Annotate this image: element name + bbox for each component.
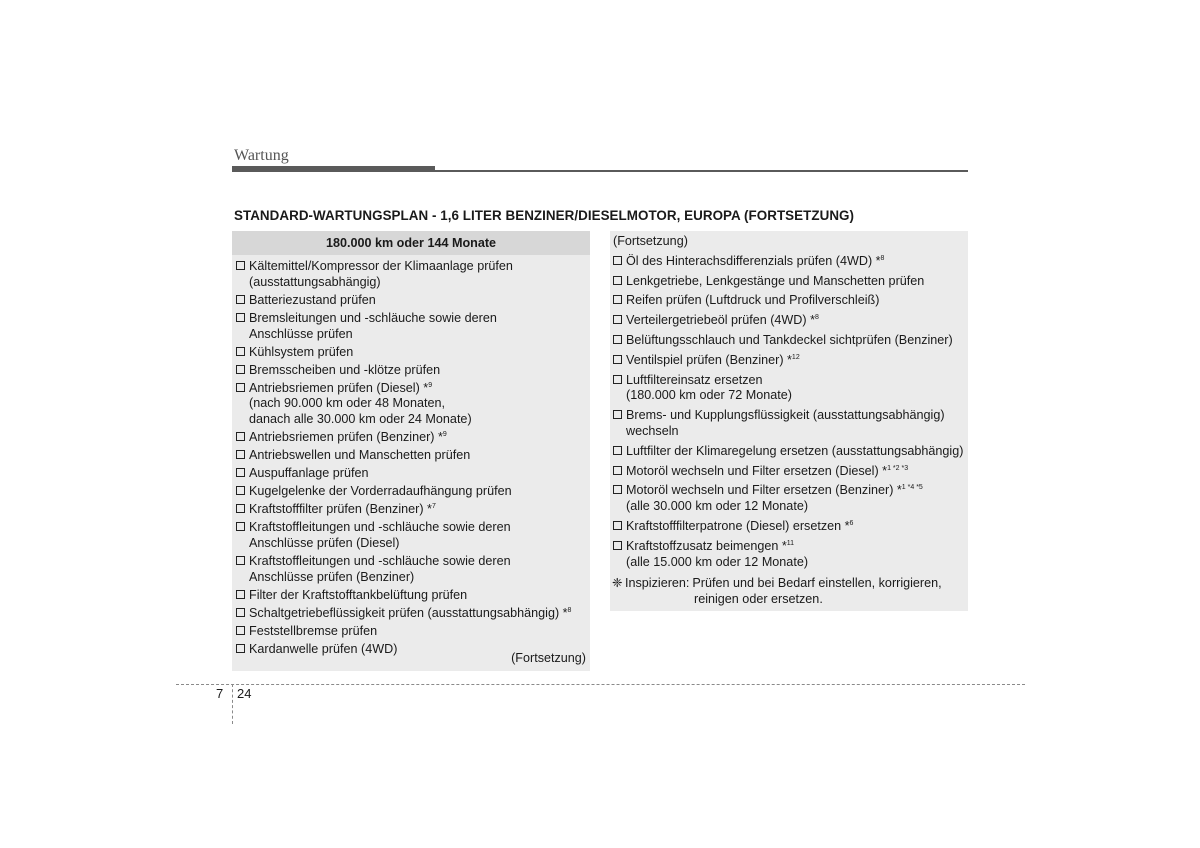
checklist-item (236, 345, 586, 361)
item-text: Kraftstofffilter prüfen (Benziner) * (249, 502, 432, 517)
chapter-number: 7 (216, 686, 224, 701)
footnote-ref: 8 (815, 314, 819, 322)
checkbox-icon (236, 261, 245, 270)
item-text: Antriebsriemen prüfen (Benziner) * (249, 430, 443, 445)
item-interval: (nach 90.000 km oder 48 Monaten, danach alle 30.000 km oder 24 Monate) (249, 396, 472, 427)
footnote-ref: 8 (880, 254, 885, 262)
checklist-item (236, 484, 586, 500)
header-rule (435, 170, 968, 172)
item-text: Motoröl wechseln und Filter ersetzen (Benziner) * (626, 483, 902, 498)
checklist-item (613, 408, 964, 440)
item-text: Luftfiltereinsatz ersetzen (180.000 km oder 72 Monate) (626, 372, 792, 403)
footer-divider (176, 684, 1025, 685)
checkbox-icon (236, 432, 245, 441)
checklist-item (236, 293, 586, 309)
left-column (232, 231, 590, 671)
item-text: Schaltgetriebeflüssigkeit prüfen (ausstattungsabhängig) * (249, 605, 568, 620)
checkbox-icon (613, 315, 622, 324)
checkbox-icon (613, 335, 622, 344)
checklist-item (236, 520, 586, 552)
continuation-label: (Fortsetzung) (613, 234, 688, 248)
item-text: Luftfilter der Klimaregelung ersetzen (ausstattungsabhängig) (626, 443, 964, 458)
footnote-ref: 1 *2 *3 (887, 464, 909, 472)
checkbox-icon (236, 365, 245, 374)
checklist-item (236, 381, 586, 428)
checkbox-icon (613, 375, 622, 384)
item-text: Verteilergetriebeöl prüfen (4WD) * (626, 313, 815, 328)
checklist-item (236, 554, 586, 586)
checklist-item (613, 293, 964, 309)
item-text: Antriebsriemen prüfen (Diesel) * (249, 380, 429, 395)
checkbox-icon (236, 347, 245, 356)
checklist-item (613, 353, 964, 369)
item-text: Brems- und Kupplungsflüssigkeit (ausstattungsabhängig) wechseln (626, 408, 945, 438)
left-item-list (232, 255, 590, 657)
checkbox-icon (236, 556, 245, 565)
item-text: Motoröl wechseln und Filter ersetzen (Diesel) * (626, 463, 888, 478)
item-text: Lenkgetriebe, Lenkgestänge und Manschetten prüfen (626, 273, 925, 288)
checklist-item (236, 363, 586, 379)
checkbox-icon (236, 383, 245, 392)
continuation-label: (Fortsetzung) (511, 651, 586, 665)
checkbox-icon (613, 521, 622, 530)
checklist-item (236, 430, 586, 446)
checkbox-icon (236, 608, 245, 617)
checklist-item (236, 259, 586, 291)
checkbox-icon (613, 410, 622, 419)
checkbox-icon (236, 522, 245, 531)
item-text: Kraftstoffleitungen und -schläuche sowie deren Anschlüsse prüfen (Diesel) (249, 520, 511, 550)
checklist-item (236, 502, 586, 518)
note-symbol-icon: ❈ (612, 576, 623, 590)
item-text: Batteriezustand prüfen (249, 292, 376, 307)
page-heading: STANDARD-WARTUNGSPLAN - 1,6 LITER BENZINER/DIESELMOTOR, EUROPA (FORTSETZUNG) (234, 208, 855, 223)
item-text: Kraftstoffleitungen und -schläuche sowie deren Anschlüsse prüfen (Benziner) (249, 553, 511, 584)
checkbox-icon (236, 590, 245, 599)
item-text: Kugelgelenke der Vorderradaufhängung prüfen (249, 484, 512, 499)
item-text: Reifen prüfen (Luftdruck und Profilverschleiß) (626, 293, 880, 308)
checkbox-icon (613, 295, 622, 304)
item-text: Auspuffanlage prüfen (249, 466, 369, 481)
checklist-item (236, 588, 586, 604)
checkbox-icon (613, 541, 622, 550)
note-text: Prüfen und bei Bedarf einstellen, korrigieren, (692, 576, 942, 590)
right-item-list (610, 254, 968, 571)
checklist-item (613, 274, 964, 290)
item-text: Bremsscheiben und -klötze prüfen (249, 362, 441, 377)
header-rule-accent (232, 166, 435, 172)
footnote-ref: 7 (431, 503, 436, 511)
footnote-ref: 8 (567, 606, 572, 614)
checkbox-icon (236, 486, 245, 495)
checkbox-icon (236, 504, 245, 513)
item-interval: (alle 30.000 km oder 12 Monate) (626, 499, 809, 514)
inspection-note (612, 575, 966, 607)
checkbox-icon (613, 276, 622, 285)
checklist-item (613, 444, 964, 460)
item-text: Feststellbremse prüfen (249, 623, 378, 638)
right-column (610, 231, 968, 611)
footnote-ref: 12 (791, 353, 800, 361)
checklist-item (236, 466, 586, 482)
item-interval: (alle 15.000 km oder 12 Monate) (626, 554, 809, 569)
checklist-item (613, 464, 964, 480)
checklist-item (613, 373, 964, 405)
footnote-ref: 9 (442, 431, 447, 439)
note-text-continued: reinigen oder ersetzen. (694, 592, 823, 606)
footnote-ref: 9 (428, 381, 433, 389)
page-number-divider (232, 684, 233, 724)
footnote-ref: 11 (786, 539, 795, 547)
footnote-ref: 6 (849, 519, 854, 527)
checklist-item (613, 313, 964, 329)
item-text: Antriebswellen und Manschetten prüfen (249, 448, 471, 463)
checkbox-icon (236, 626, 245, 635)
item-text: Kraftstofffilterpatrone (Diesel) ersetzen * (626, 518, 850, 533)
checklist-item (613, 483, 964, 515)
checklist-item (236, 448, 586, 464)
checklist-item (236, 311, 586, 343)
checkbox-icon (613, 485, 622, 494)
checkbox-icon (613, 466, 622, 475)
checkbox-icon (236, 468, 245, 477)
page-number: 24 (237, 686, 252, 701)
checkbox-icon (613, 355, 622, 364)
checklist-item (236, 624, 586, 640)
item-text: Bremsleitungen und -schläuche sowie deren Anschlüsse prüfen (249, 310, 497, 341)
note-label: Inspizieren: (625, 576, 690, 590)
checklist-item (613, 254, 964, 270)
checklist-item (613, 519, 964, 535)
checkbox-icon (236, 295, 245, 304)
item-text: Filter der Kraftstofftankbelüftung prüfen (249, 587, 468, 602)
item-text: Ventilspiel prüfen (Benziner) * (626, 352, 792, 367)
section-title: Wartung (234, 147, 289, 164)
item-text: Kühlsystem prüfen (249, 344, 354, 359)
item-text: Kardanwelle prüfen (4WD) (249, 641, 398, 656)
item-text: Öl des Hinterachsdifferenzials prüfen (4WD) * (626, 253, 881, 268)
checklist-item (236, 606, 586, 622)
checkbox-icon (613, 446, 622, 455)
item-text: Kältemittel/Kompressor der Klimaanlage prüfen (ausstattungsabhängig) (249, 259, 513, 289)
checkbox-icon (236, 313, 245, 322)
checklist-item (613, 539, 964, 571)
footnote-ref: 1 *4 *5 (901, 484, 923, 492)
checkbox-icon (613, 256, 622, 265)
item-text: Kraftstoffzusatz beimengen * (626, 538, 787, 553)
checkbox-icon (236, 450, 245, 459)
interval-header: 180.000 km oder 144 Monate (232, 231, 590, 255)
item-text: Belüftungsschlauch und Tankdeckel sichtprüfen (Benziner) (626, 332, 953, 347)
checklist-item (613, 333, 964, 349)
checkbox-icon (236, 644, 245, 653)
